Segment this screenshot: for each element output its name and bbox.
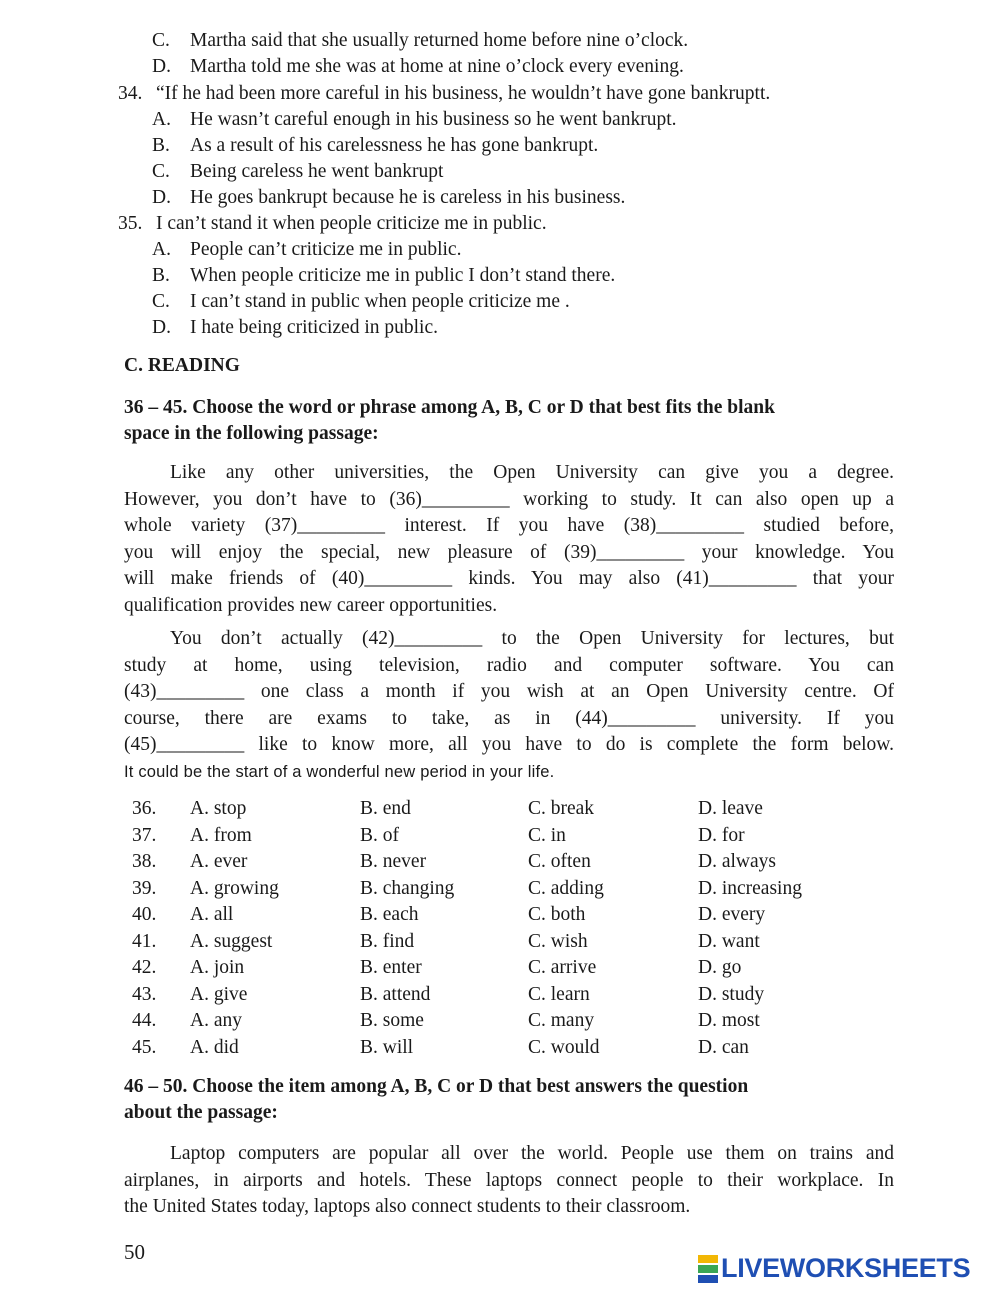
passage-line-text: Like any other universities, the Open University can give you a degree. bbox=[170, 462, 894, 483]
choice-b: B. find bbox=[360, 930, 415, 952]
choice-d: D. for bbox=[698, 824, 745, 846]
choice-number: 39. bbox=[132, 877, 157, 899]
choice-c: C. arrive bbox=[528, 957, 597, 979]
question-number: 34. bbox=[118, 83, 143, 104]
option-text: I can’t stand in public when people criticize me . bbox=[190, 291, 570, 312]
question-text: I can’t stand it when people criticize me in public. bbox=[156, 213, 547, 234]
choice-b: B. some bbox=[360, 1010, 424, 1032]
choice-a: A. join bbox=[190, 957, 245, 979]
option-text: Being careless he went bankrupt bbox=[190, 161, 444, 182]
choice-a: A. growing bbox=[190, 877, 279, 899]
choice-c: C. often bbox=[528, 851, 591, 873]
choice-b: B. each bbox=[360, 904, 419, 926]
choice-b: B. enter bbox=[360, 957, 422, 979]
choice-d: D. leave bbox=[698, 798, 763, 820]
passage-line: However, you don’t have to (36)_________ working to study. It can also open up a bbox=[124, 488, 894, 510]
passage-paragraph-1 bbox=[124, 460, 894, 619]
passage-line: will make friends of (40)_________ kinds. You may also (41)_________ that your bbox=[124, 568, 894, 589]
passage-line bbox=[124, 626, 894, 653]
instruction-36-45-line2: space in the following passage: bbox=[124, 423, 379, 444]
option-text: People can’t criticize me in public. bbox=[190, 239, 462, 260]
option-letter: D. bbox=[152, 187, 171, 208]
passage-line-text: Laptop computers are popular all over the world. People use them on trains and bbox=[170, 1143, 894, 1164]
q34-option-c bbox=[152, 159, 443, 185]
choice-b: B. changing bbox=[360, 877, 455, 899]
choice-c: C. break bbox=[528, 798, 595, 820]
passage-line bbox=[124, 460, 894, 487]
option-text: Martha said that she usually returned home before nine o’clock. bbox=[190, 30, 689, 51]
choice-a: A. any bbox=[190, 1010, 242, 1032]
choice-number: 41. bbox=[132, 930, 157, 952]
choice-b: B. will bbox=[360, 1036, 414, 1058]
choice-row bbox=[132, 876, 848, 903]
option-letter: C. bbox=[152, 291, 170, 312]
choice-c: C. learn bbox=[528, 983, 590, 1005]
choice-b: B. attend bbox=[360, 983, 431, 1005]
choice-b: B. end bbox=[360, 798, 411, 820]
q35-option-c bbox=[152, 289, 570, 315]
option-text: I hate being criticized in public. bbox=[190, 317, 438, 338]
passage-laptops bbox=[124, 1141, 894, 1221]
choice-d: D. always bbox=[698, 851, 776, 873]
instruction-46-50-line1: 46 – 50. Choose the item among A, B, C or D that best answers the question bbox=[124, 1076, 749, 1097]
choice-number: 43. bbox=[132, 983, 157, 1005]
passage-line-small: It could be the start of a wonderful new period in your life. bbox=[124, 762, 555, 781]
option-letter: B. bbox=[152, 135, 170, 156]
passage-line: qualification provides new career opportunities. bbox=[124, 594, 498, 616]
choice-b: B. of bbox=[360, 824, 399, 846]
passage-paragraph-2 bbox=[124, 626, 894, 785]
choice-number: 42. bbox=[132, 957, 157, 979]
q35-option-d bbox=[152, 315, 438, 341]
choice-number: 40. bbox=[132, 904, 157, 926]
choice-row bbox=[132, 929, 848, 956]
answer-choices-body bbox=[132, 796, 848, 1061]
passage-line: (43)_________ one class a month if you wish at an Open University centre. Of bbox=[124, 681, 894, 702]
option-letter: D. bbox=[152, 317, 171, 338]
choice-a: A. from bbox=[190, 824, 252, 846]
option-letter: A. bbox=[152, 109, 171, 130]
choice-a: A. give bbox=[190, 983, 248, 1005]
choice-number: 37. bbox=[132, 824, 157, 846]
choice-c: C. wish bbox=[528, 930, 588, 952]
option-letter: B. bbox=[152, 265, 170, 286]
q34-option-a bbox=[152, 107, 677, 133]
answer-choices-table bbox=[132, 796, 848, 1061]
option-text: When people criticize me in public I don’t stand there. bbox=[190, 265, 616, 286]
choice-a: A. suggest bbox=[190, 930, 273, 952]
question-number: 35. bbox=[118, 213, 143, 234]
choice-d: D. every bbox=[698, 904, 766, 926]
choice-c: C. both bbox=[528, 904, 586, 926]
liveworksheets-logo bbox=[698, 1253, 970, 1284]
passage-line: course, there are exams to take, as in (44)_________ university. If you bbox=[124, 707, 894, 729]
q33-option-d bbox=[152, 54, 684, 80]
passage-line: airplanes, in airports and hotels. These laptops connect people to their workplace. In bbox=[124, 1169, 894, 1191]
choice-number: 44. bbox=[132, 1010, 157, 1032]
passage-line: you will enjoy the special, new pleasure of (39)_________ your knowledge. You bbox=[124, 541, 894, 563]
passage-line-text: You don’t actually (42)_________ to the Open University for lectures, but bbox=[170, 628, 894, 649]
choice-d: D. can bbox=[698, 1036, 749, 1058]
page-number: 50 bbox=[124, 1240, 145, 1264]
option-letter: A. bbox=[152, 239, 171, 260]
passage-line: (45)_________ like to know more, all you have to do is complete the form below. bbox=[124, 734, 894, 755]
choice-row bbox=[132, 1008, 848, 1035]
choice-number: 38. bbox=[132, 851, 157, 873]
option-text: He wasn’t careful enough in his business so he went bankrupt. bbox=[190, 109, 677, 130]
option-text: As a result of his carelessness he has gone bankrupt. bbox=[190, 135, 599, 156]
choice-row bbox=[132, 1035, 848, 1062]
choice-row bbox=[132, 849, 848, 876]
choice-b: B. never bbox=[360, 851, 427, 873]
choice-number: 36. bbox=[132, 798, 157, 820]
question-34-stem bbox=[118, 81, 770, 107]
liveworksheets-logo-text: LIVEWORKSHEETS bbox=[721, 1253, 971, 1283]
choice-c: C. would bbox=[528, 1036, 600, 1058]
question-text: “If he had been more careful in his business, he wouldn’t have gone bankruptt. bbox=[156, 83, 771, 104]
choice-a: A. stop bbox=[190, 798, 247, 820]
choice-row bbox=[132, 796, 848, 823]
option-text: Martha told me she was at home at nine o’clock every evening. bbox=[190, 56, 684, 77]
liveworksheets-logo-icon bbox=[698, 1255, 718, 1283]
choice-a: A. all bbox=[190, 904, 234, 926]
choice-a: A. ever bbox=[190, 851, 248, 873]
passage-line: study at home, using television, radio and computer software. You can bbox=[124, 654, 894, 676]
choice-row bbox=[132, 823, 848, 850]
passage-line: the United States today, laptops also connect students to their classroom. bbox=[124, 1196, 691, 1217]
choice-row bbox=[132, 955, 848, 982]
question-35-stem bbox=[118, 211, 547, 237]
option-text: He goes bankrupt because he is careless in his business. bbox=[190, 187, 626, 208]
choice-d: D. go bbox=[698, 957, 742, 979]
choice-c: C. adding bbox=[528, 877, 604, 899]
choice-d: D. increasing bbox=[698, 877, 802, 899]
choice-d: D. want bbox=[698, 930, 760, 952]
passage-line bbox=[124, 1141, 894, 1168]
choice-a: A. did bbox=[190, 1036, 239, 1058]
option-letter: C. bbox=[152, 161, 170, 182]
option-letter: C. bbox=[152, 30, 170, 51]
q34-option-d bbox=[152, 185, 625, 211]
q33-option-c bbox=[152, 28, 688, 54]
choice-c: C. in bbox=[528, 824, 566, 846]
choice-row bbox=[132, 902, 848, 929]
instruction-36-45-line1: 36 – 45. Choose the word or phrase among A, B, C or D that best fits the blank bbox=[124, 397, 775, 418]
choice-c: C. many bbox=[528, 1010, 595, 1032]
choice-number: 45. bbox=[132, 1036, 157, 1058]
q35-option-a bbox=[152, 237, 461, 263]
q34-option-b bbox=[152, 133, 598, 159]
option-letter: D. bbox=[152, 56, 171, 77]
instruction-46-50-line2: about the passage: bbox=[124, 1102, 278, 1123]
q35-option-b bbox=[152, 263, 615, 289]
choice-row bbox=[132, 982, 848, 1009]
choice-d: D. most bbox=[698, 1010, 760, 1032]
section-heading-reading: C. READING bbox=[124, 355, 240, 376]
passage-line: whole variety (37)_________ interest. If you have (38)_________ studied before, bbox=[124, 515, 894, 536]
choice-d: D. study bbox=[698, 983, 765, 1005]
